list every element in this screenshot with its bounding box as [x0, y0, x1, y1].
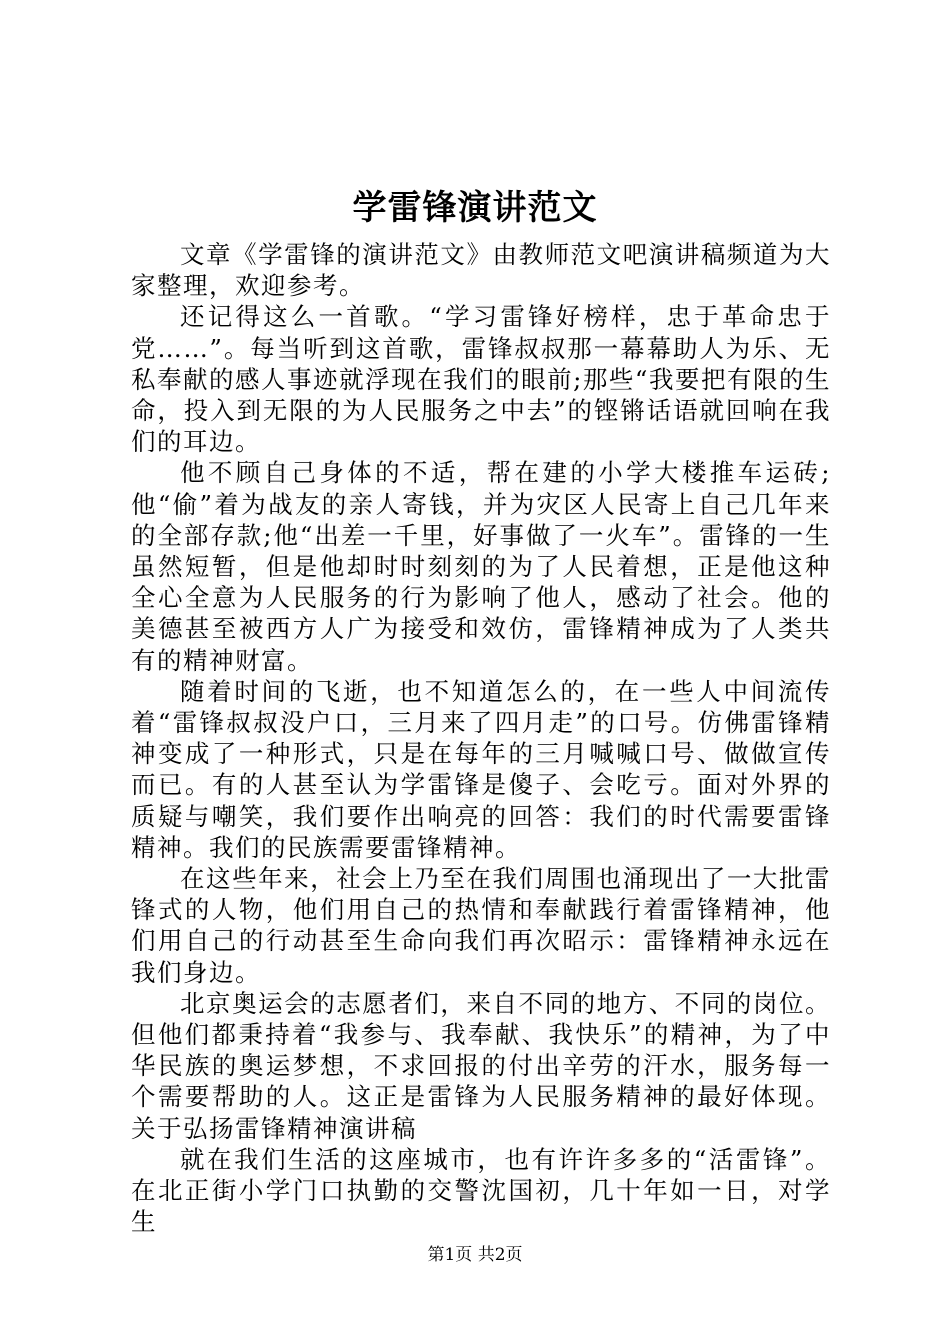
paragraph: 就在我们生活的这座城市，也有许许多多的“活雷锋”。在北正街小学门口执勤的交警沈国初，几十年如一日，对学生: [131, 1144, 831, 1237]
paragraph: 他不顾自己身体的不适，帮在建的小学大楼推车运砖;他“偷”着为战友的亲人寄钱，并为灾区人民寄上自己几年来的全部存款;他“出差一千里，好事做了一火车”。雷锋的一生虽然短暂，但是他却时时刻刻的为了人民着想，正是他这种全心全意为人民服务的行为影响了他人，感动了社会。他的美德甚至被西方人广为接受和效仿，雷锋精神成为了人类共有的精神财富。: [131, 458, 831, 675]
paragraph: 随着时间的飞逝，也不知道怎么的，在一些人中间流传着“雷锋叔叔没户口，三月来了四月走”的口号。仿佛雷锋精神变成了一种形式，只是在每年的三月喊喊口号、做做宣传而已。有的人甚至认为学雷锋是傻子、会吃亏。面对外界的质疑与嘲笑，我们要作出响亮的回答：我们的时代需要雷锋精神。我们的民族需要雷锋精神。: [131, 676, 831, 862]
paragraph: 在这些年来，社会上乃至在我们周围也涌现出了一大批雷锋式的人物，他们用自己的热情和奉献践行着雷锋精神，他们用自己的行动甚至生命向我们再次昭示：雷锋精神永远在我们身边。: [131, 864, 831, 987]
document-title: 学雷锋演讲范文: [352, 188, 598, 228]
document-body: [131, 239, 831, 1238]
page-number-footer: 第1页 共2页: [427, 1245, 523, 1265]
paragraph: 北京奥运会的志愿者们，来自不同的地方、不同的岗位。但他们都秉持着“我参与、我奉献、我快乐”的精神，为了中华民族的奥运梦想，不求回报的付出辛劳的汗水，服务每一个需要帮助的人。这正是雷锋为人民服务精神的最好体现。关于弘扬雷锋精神演讲稿: [131, 988, 831, 1143]
paragraph: 文章《学雷锋的演讲范文》由教师范文吧演讲稿频道为大家整理，欢迎参考。: [131, 240, 831, 301]
paragraph: 还记得这么一首歌。“学习雷锋好榜样，忠于革命忠于党……”。每当听到这首歌，雷锋叔叔那一幕幕助人为乐、无私奉献的感人事迹就浮现在我们的眼前;那些“我要把有限的生命，投入到无限的为人民服务之中去”的铿锵话语就回响在我们的耳边。: [131, 302, 831, 457]
